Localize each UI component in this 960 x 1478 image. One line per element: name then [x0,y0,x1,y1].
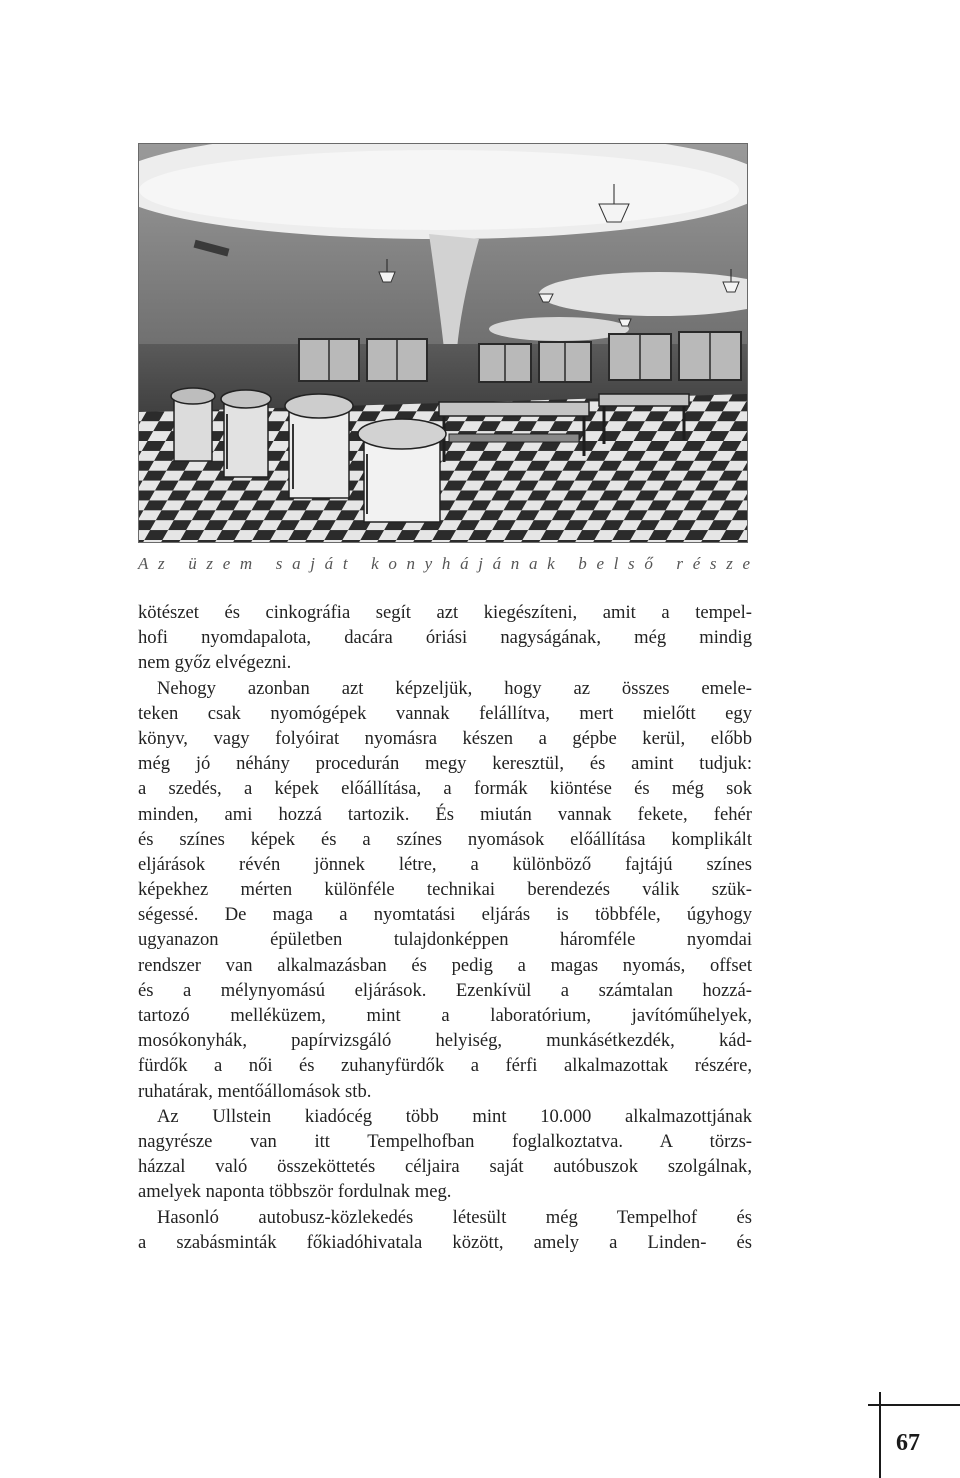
page-number-rule-horizontal [868,1404,960,1406]
kitchen-photo [138,143,748,543]
body-line: és színes képek és a színes nyomások előállítása komplikált [138,828,752,850]
body-line: a szabásminták főkiadóhivatala között, amely a Linden- és [138,1231,752,1253]
kitchen-photo-illustration [139,144,747,542]
body-line: képekhez mérten különféle technikai berendezés válik szük- [138,879,752,901]
page-number-rule-vertical [879,1392,881,1478]
body-line: Nehogy azonban azt képzeljük, hogy az összes emele- [157,677,752,699]
body-line: mosókonyhák, papírvizsgáló helyiség, munkásétkezdék, kád- [138,1030,752,1052]
figure-caption: Az üzem saját konyhájának belső része [138,554,760,573]
body-line: nagyrésze van itt Tempelhofban foglalkoztatva. A törzs- [138,1130,752,1152]
body-line: könyv, vagy folyóirat nyomásra készen a gépbe kerül, előbb [138,727,752,749]
body-line: a szedés, a képek előállítása, a formák kiöntése és még sok [138,778,752,800]
body-line: kötészet és cinkográfia segít azt kiegészíteni, amit a tempel- [138,602,752,623]
body-line: és a mélynyomású eljárások. Ezenkívül a számtalan hozzá- [138,979,752,1001]
body-line: teken csak nyomógépek vannak felállítva, mert mielőtt egy [138,702,752,724]
body-line: ugyanazon épületben tulajdonképpen háromféle nyomdai [138,929,752,951]
body-line: rendszer van alkalmazásban és pedig a magas nyomás, offset [138,954,752,976]
body-line: fürdők a női és zuhanyfürdők a férfi alkalmazottak részére, [138,1055,752,1077]
body-line: tartozó melléküzem, mint a laboratórium, javítóműhelyek, [138,1005,752,1026]
body-line: hofi nyomdapalota, dacára óriási nagyságának, még mindig [138,627,752,649]
body-line: ruhatárak, mentőállomások stb. [138,1080,372,1102]
page-number: 67 [896,1430,920,1456]
body-line: nem győz elvégezni. [138,652,292,674]
body-line: ségessé. De maga a nyomtatási eljárás is többféle, úgyhogy [138,904,752,926]
body-line: Hasonló autobusz-közlekedés létesült még Tempelhof és [157,1206,752,1228]
body-text [138,600,752,1255]
body-line: eljárások révén jönnek létre, a különböző fajtájú színes [138,853,752,875]
body-line: még jó néhány procedurán megy keresztül, és amint tudjuk: [138,753,752,775]
body-line: minden, ami hozzá tartozik. És miután vannak fekete, fehér [138,803,752,825]
body-line: házzal való összeköttetés céljaira saját autóbuszok szolgálnak, [138,1156,752,1178]
body-line: Az Ullstein kiadócég több mint 10.000 alkalmazottjának [157,1105,752,1127]
body-line: amelyek naponta többször fordulnak meg. [138,1181,452,1203]
